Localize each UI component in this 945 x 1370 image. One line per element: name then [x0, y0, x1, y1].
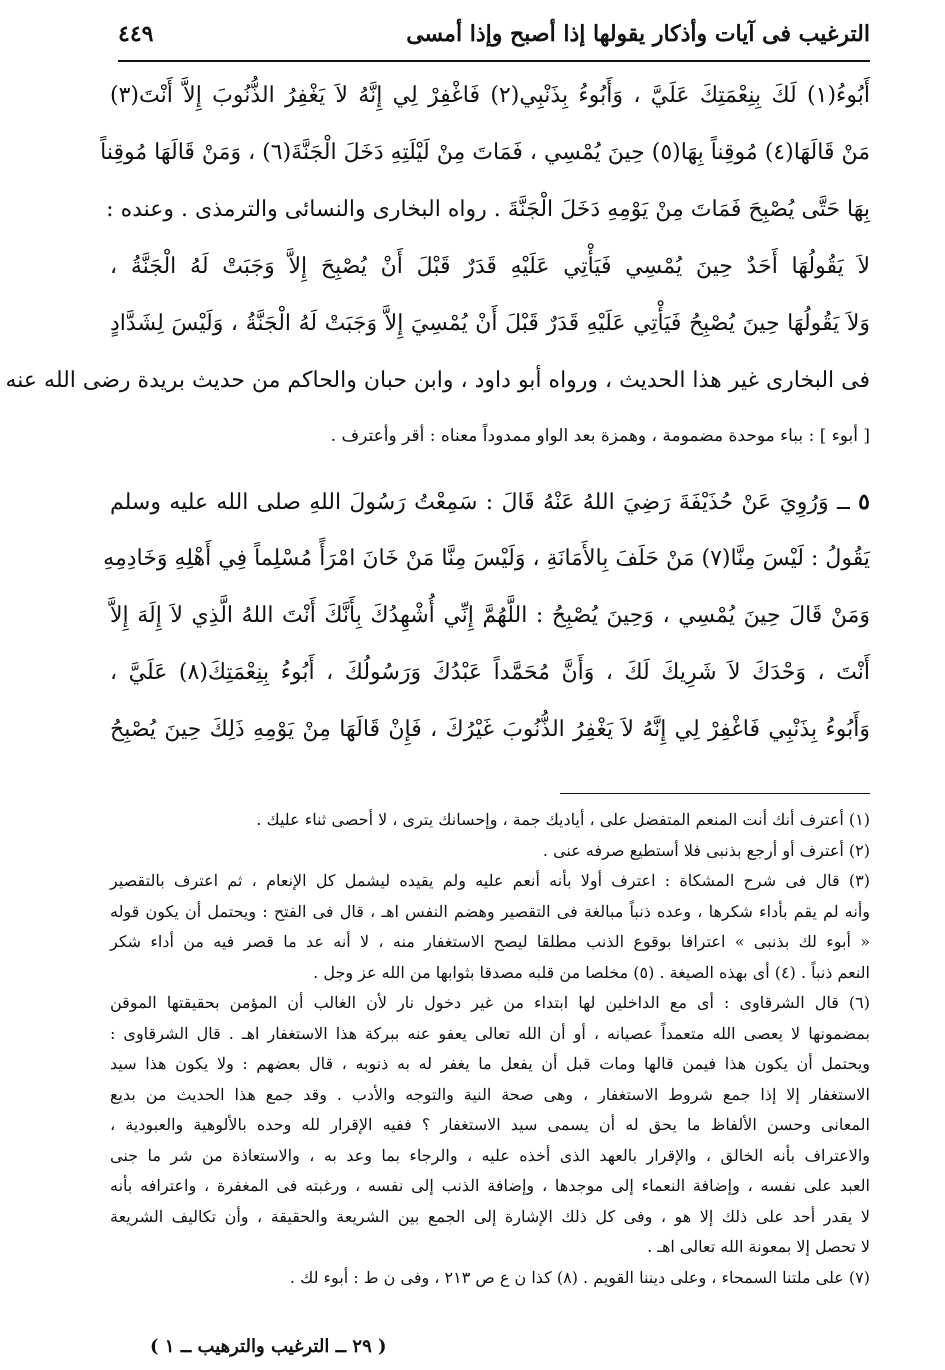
text-line: مَنْ قَالَهَا(٤) مُوقِناً بِهَا(٥) حِينَ يُمْسِي ، فَمَاتَ مِنْ لَيْلَتِهِ دَخَلَ الْجَنَّةَ(٦) ، وَمَنْ قَالَهَا مُوقِناً — [100, 140, 870, 165]
text-line: أَنْتَ ، وَحْدَكَ لاَ شَرِيكَ لَكَ ، وَأَنَّ مُحَمَّداً عَبْدُكَ وَرَسُولُكَ ، أَبُوءُ بِنِعْمَتِكَ(٨) عَلَيَّ ، — [110, 660, 870, 685]
signature-mark: ( ٢٩ ــ الترغيب والترهيب ــ ١ ) — [150, 1336, 387, 1357]
hadith-5-opening: ــ وَرُوِيَ عَنْ حُذَيْفَةَ رَضِيَ اللهُ عَنْهُ قَالَ : سَمِعْتُ رَسُولَ اللهِ صلى الله عليه وسلم — [110, 490, 850, 515]
footnote-line: العبد على نفسه ، وإضافة النعماء إلى موجدها ، وإضافة الذنب إلى نفسه ، ورغبته فى المغفرة ، واعترافه بأنه — [110, 1176, 870, 1195]
footnote-line: وأنه لم يقم بأداء شكرها ، وعده ذنباً مبالغة فى التقصير وهضم النفس اهـ ، قال فى الفتح : ويحتمل أن يكون قوله — [110, 901, 870, 921]
text-line: فى البخارى غير هذا الحديث ، ورواه أبو داود ، وابن حبان والحاكم من حديث بريدة رضى الله عنه — [5, 368, 870, 393]
footnote-line: لا يقدر أحد على ذلك إلا هو ، وفى كل ذلك الإشارة إلى الجمع بين الشريعة والحقيقة ، وأن تكاليف الشريعة — [110, 1206, 870, 1226]
main-text — [5, 82, 870, 773]
footnote-divider — [560, 793, 870, 794]
hadith-number: ٥ — [858, 489, 870, 515]
text-line: أَبُوءُ(١) لَكَ بِنِعْمَتِكَ عَلَيَّ ، وَأَبُوءُ بِذَنْبِي(٢) فَاغْفِرْ لِي إِنَّهُ لاَ يَغْفِرُ الذُّنُوبَ إِلاَّ أَنْتَ(٣) — [110, 83, 870, 108]
footnote-line: (٣) قال فى شرح المشكاة : اعترف أولا بأنه أنعم عليه ولم يقيده ليشمل كل الإنعام ، ثم اعترف بالتقصير — [110, 871, 870, 890]
text-line: يَقُولُ : لَيْسَ مِنَّا(٧) مَنْ حَلَفَ بِالأَمَانَةِ ، وَلَيْسَ مِنَّا مَنْ خَانَ امْرَأً مُسْلِماً فِي أَهْلِهِ وَخَادِمِهِ — [103, 546, 870, 571]
footnote-line: المعانى وحسن الألفاظ ما يحق له أن يسمى سيد الاستغفار ؟ ففيه الإقرار لله وحده بالألوهية والعبودية ، — [110, 1115, 870, 1134]
footnotes — [110, 810, 870, 1298]
text-line: لاَ يَقُولُهَا أَحَدٌ حِينَ يُمْسِي فَيَأْتِي عَلَيْهِ قَدَرٌ قَبْلَ أَنْ يُصْبِحَ إِلاَّ وَجَبَتْ لَهُ الْجَنَّةُ ، — [110, 254, 870, 279]
footnote-line: لا تحصل إلا بمعونة الله تعالى اهـ . — [647, 1237, 870, 1256]
footnote-line: النعم ذنباً . (٤) أى بهذه الصيغة . (٥) مخلصا من قلبه مصدقا بثوابها من الله عز وجل . — [313, 962, 870, 982]
footnote-line: « أبوء لك بذنبى » اعترافا بوقوع الذنب مطلقا ليصح الاستغفار منه ، لا أنه عد ما قصر فيه من أداء شكر — [110, 932, 870, 951]
text-line: وَمَنْ قَالَ حِينَ يُمْسِي ، وَحِينَ يُصْبِحُ : اللَّهُمَّ إِنِّي أُشْهِدُكَ بِأَنَّكَ أَنْتَ اللهُ الَّذِي لاَ إِلَهَ إِلاَّ — [110, 603, 870, 628]
page-header — [118, 8, 870, 62]
running-title: الترغيب فى آيات وأذكار يقولها إذا أصبح وإذا أمسى — [406, 21, 870, 47]
text-line: وَأَبُوءُ بِذَنْبِي فَاغْفِرْ لِي إِنَّهُ لاَ يَغْفِرُ الذُّنُوبَ غَيْرُكَ ، فَإِنْ قَالَهَا مِنْ يَوْمِهِ ذَلِكَ حِينَ يُصْبِحُ — [110, 717, 870, 742]
text-line: بِهَا حَتَّى يُصْبِحَ فَمَاتَ مِنْ يَوْمِهِ دَخَلَ الْجَنَّةَ . رواه البخارى والنسائى والترمذى . وعنده : — [106, 197, 870, 222]
footnote-line: الاستغفار إلا إذا جمع شروط الاستغفار ، وهى صحة النية والتوجه والأدب . وقد جمع هذا الحديث من بديع — [110, 1084, 870, 1104]
text-line: وَلاَ يَقُولُهَا حِينَ يُصْبِحُ فَيَأْتِي عَلَيْهِ قَدَرٌ قَبْلَ أَنْ يُمْسِيَ إِلاَّ وَجَبَتْ لَهُ الْجَنَّةُ ، وَلَيْسَ لِشَدَّادٍ — [110, 311, 870, 336]
footnote-line: (٢) أعترف أو أرجع بذنبى فلا أستطيع صرفه عنى . — [542, 840, 870, 860]
hadith-5-line — [110, 488, 870, 545]
footnote-line: (٧) على ملتنا السمحاء ، وعلى ديننا القويم . (٨) كذا ن ع ص ٢١٣ ، وفى ن ط : أبوء لك . — [289, 1267, 870, 1287]
gloss-note: [ أبوء ] : بباء موحدة مضمومة ، وهمزة بعد الواو ممدوداً معناه : أقر وأعترف . — [330, 426, 870, 446]
footnote-line: (١) أعترف أنك أنت المنعم المتفضل على ، أياديك جمة ، وإحسانك يترى ، لا أحصى ثناء عليك . — [256, 810, 870, 829]
page-number: ٤٤٩ — [118, 21, 154, 47]
footnote-line: والاعتراف بأنه الخالق ، والإقرار بالعهد الذى أخذه عليه ، والرجاء بما وعد به ، والاستعاذة من شر ما جنى — [110, 1145, 870, 1165]
footnote-line: ويحتمل أن يكون هذا فيمن قالها ومات قبل أن يفعل ما يغفر له به ذنوبه ، قال بعضهم : ولا يكون هذا سيد — [110, 1054, 871, 1073]
footnote-line: (٦) قال الشرقاوى : أى مع الداخلين لها ابتداء من غير دخول نار لأن الغالب أن المؤمن بحقيقتها الموقن — [110, 993, 870, 1012]
footnote-line: بمضمونها لا يعصى الله متعمداً عصيانه ، أو أن الله تعالى يعفو عنه ببركة هذا الاستغفار اهـ . قال الشرقاوى : — [110, 1023, 870, 1043]
